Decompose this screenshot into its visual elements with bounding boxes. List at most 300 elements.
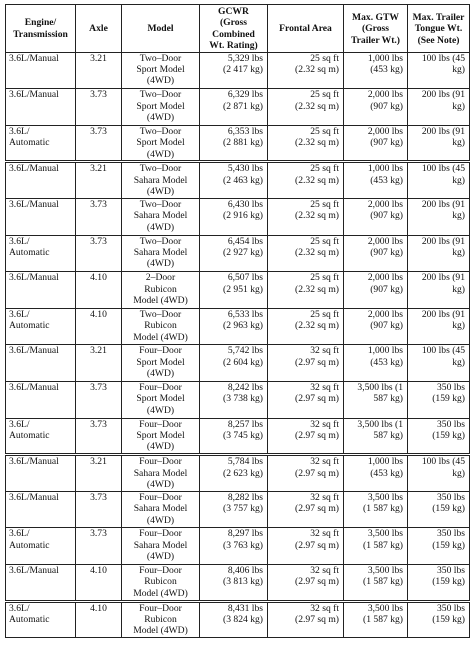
axle-cell [76,89,122,126]
tongue-weight-cell [408,418,470,455]
gcwr-cell-line: 6,533 lbs [227,308,263,320]
model-cell-line: (4WD) [146,478,175,490]
engine-cell [6,199,76,236]
gtw-cell-line: (907 kg) [370,247,403,258]
table-row [6,564,470,601]
tongue-weight-cell [408,52,470,89]
towing-specs-table [5,4,470,638]
engine-cell-line: Automatic [9,320,50,332]
frontal-area-cell [268,235,344,272]
frontal-area-cell-line: (2.32 sq m) [295,247,339,258]
frontal-area-cell-line: 25 sq ft [310,308,339,320]
gcwr-cell [200,89,268,126]
engine-cell [6,564,76,601]
model-cell [122,308,200,345]
tongue-weight-cell-line: 200 lbs (91 kg) [421,125,465,149]
frontal-area-cell [268,345,344,382]
gtw-cell-line: (453 kg) [370,64,403,76]
gcwr-cell-line: 6,430 lbs [227,199,263,210]
table-row [6,528,470,565]
axle-cell [76,308,122,345]
gcwr-cell-line: (3 824 kg) [223,613,263,625]
gcwr-cell-line: 8,431 lbs [227,602,263,614]
frontal-area-cell-line: 32 sq ft [310,491,339,503]
gtw-cell-line: 2,000 lbs [367,272,403,284]
frontal-area-cell [268,601,344,638]
gtw-cell-line: 2,000 lbs [367,89,403,101]
engine-cell [6,345,76,382]
model-cell-line: Two–Door [139,199,182,210]
frontal-area-cell [268,125,344,162]
gcwr-cell [200,52,268,89]
gtw-cell [344,455,408,492]
model-cell [122,162,200,199]
gtw-cell [344,52,408,89]
tongue-weight-cell-line: 350 lbs [437,381,465,393]
gcwr-cell [200,199,268,236]
gcwr-cell-line: (2 951 kg) [223,283,263,295]
engine-cell [6,89,76,126]
engine-cell [6,455,76,492]
frontal-area-cell-line: (2.32 sq m) [295,174,339,186]
gcwr-cell [200,381,268,418]
gcwr-cell-line: 8,282 lbs [227,491,263,503]
axle-cell [76,345,122,382]
gcwr-cell-line: (3 813 kg) [223,576,263,588]
gcwr-cell-line: 5,784 lbs [227,456,263,468]
model-cell-line: (4WD) [146,112,175,124]
model-cell-line: Four–Door [139,528,182,540]
gtw-cell [344,491,408,528]
header-gcwr: GCWR (Gross Combined Wt. Rating) [200,5,268,53]
model-cell [122,125,200,162]
axle-cell [76,272,122,309]
frontal-area-cell-line: (2.97 sq m) [295,393,339,405]
model-cell-line: Four–Door [139,456,182,468]
model-cell [122,89,200,126]
model-cell-line: Four–Door [139,381,182,393]
model-cell [122,235,200,272]
gcwr-cell [200,528,268,565]
tongue-weight-cell-line: (159 kg) [432,539,465,551]
engine-cell [6,272,76,309]
gtw-cell [344,308,408,345]
gtw-cell-line: 2,000 lbs [367,235,403,247]
frontal-area-cell [268,89,344,126]
table-row [6,308,470,345]
tongue-weight-cell [408,381,470,418]
table-row [6,125,470,162]
tongue-weight-cell [408,564,470,601]
model-cell-line: (4WD) [146,148,175,160]
model-cell-line: Rubicon [144,320,177,332]
engine-cell-line: 3.6L/ [9,308,30,320]
frontal-area-cell-line: 32 sq ft [310,602,339,614]
model-cell-line: Sport Model [136,393,185,405]
tongue-weight-cell-line: 350 lbs [437,602,465,614]
engine-cell [6,308,76,345]
engine-cell-line: 3.6L/ [9,602,30,614]
frontal-area-cell-line: 25 sq ft [310,235,339,247]
model-cell-line: Four–Door [139,418,182,430]
gtw-cell [344,272,408,309]
engine-cell-line: 3.6L/Manual [9,456,59,468]
gtw-cell-line: (453 kg) [370,356,403,368]
gcwr-cell [200,235,268,272]
model-cell-line: Sahara Model [133,467,188,479]
axle-cell-value: 4.10 [90,308,107,320]
engine-cell [6,235,76,272]
engine-cell [6,528,76,565]
model-cell [122,601,200,638]
tongue-weight-cell-line: 200 lbs (91 kg) [421,272,465,295]
towing-table-container [5,4,469,638]
engine-cell [6,52,76,89]
engine-cell-line: 3.6L/Manual [9,272,59,284]
engine-cell-line: Automatic [9,247,50,258]
gcwr-cell-line: 8,257 lbs [227,418,263,430]
axle-cell-value: 3.73 [90,418,107,430]
gtw-cell-line: 1,000 lbs [367,456,403,468]
gtw-cell-line: 1,000 lbs [367,345,403,357]
model-cell-line: Two–Door [139,308,182,320]
gcwr-cell-line: 6,353 lbs [227,125,263,137]
gtw-cell [344,345,408,382]
frontal-area-cell [268,308,344,345]
engine-cell-line: Automatic [9,539,50,551]
model-cell-line: (4WD) [146,368,175,380]
gtw-cell-line: 587 kg) [373,393,403,405]
tongue-weight-cell [408,455,470,492]
gcwr-cell-line: 5,430 lbs [227,163,263,175]
frontal-area-cell [268,162,344,199]
engine-cell-line: Automatic [9,137,50,149]
axle-cell [76,455,122,492]
gcwr-cell [200,564,268,601]
axle-cell [76,491,122,528]
engine-cell-line: 3.6L/ [9,528,30,540]
model-cell [122,491,200,528]
model-cell-line: Sport Model [136,429,185,441]
engine-cell [6,491,76,528]
gtw-cell-line: (1 587 kg) [363,503,403,515]
axle-cell-value: 3.73 [90,528,107,540]
model-cell-line: Model (4WD) [133,295,188,306]
table-row [6,418,470,455]
model-cell-line: Model (4WD) [133,625,188,637]
axle-cell-value: 4.10 [90,564,107,576]
frontal-area-cell-line: 32 sq ft [310,528,339,540]
axle-cell [76,601,122,638]
frontal-area-cell-line: 32 sq ft [310,456,339,468]
frontal-area-cell [268,199,344,236]
gcwr-cell-line: (3 738 kg) [223,393,263,405]
model-cell-line: Rubicon [144,576,177,588]
table-row [6,491,470,528]
model-cell [122,345,200,382]
axle-cell [76,564,122,601]
gcwr-cell-line: (2 604 kg) [223,356,263,368]
gtw-cell-line: (907 kg) [370,137,403,149]
gtw-cell-line: 2,000 lbs [367,125,403,137]
gtw-cell-line: (907 kg) [370,100,403,112]
tongue-weight-cell-line: 350 lbs [437,491,465,503]
gcwr-cell-line: (2 881 kg) [223,137,263,149]
frontal-area-cell-line: (2.32 sq m) [295,320,339,332]
gcwr-cell-line: (2 463 kg) [223,174,263,186]
tongue-weight-cell [408,235,470,272]
gtw-cell-line: 3,500 lbs [367,491,403,503]
gtw-cell-line: 2,000 lbs [367,199,403,210]
frontal-area-cell [268,381,344,418]
model-cell-line: (4WD) [146,441,175,453]
gtw-cell-line: 3,500 lbs [367,564,403,576]
tongue-weight-cell-line: 200 lbs (91 kg) [421,89,465,112]
gcwr-cell-line: (2 623 kg) [223,467,263,479]
axle-cell [76,381,122,418]
gtw-cell [344,528,408,565]
axle-cell-value: 4.10 [90,272,107,284]
table-row [6,381,470,418]
gcwr-cell-line: (2 963 kg) [223,320,263,332]
model-cell-line: Sport Model [136,64,185,76]
gtw-cell [344,418,408,455]
gcwr-cell-line: 6,329 lbs [227,89,263,101]
axle-cell-value: 3.73 [90,381,107,393]
gtw-cell [344,199,408,236]
gcwr-cell-line: 5,742 lbs [227,345,263,357]
table-row [6,199,470,236]
engine-cell-line: 3.6L/Manual [9,163,59,175]
engine-cell-line: 3.6L/ [9,125,30,137]
engine-cell [6,162,76,199]
engine-cell-line: 3.6L/Manual [9,491,59,503]
model-cell-line: Two–Door [139,52,182,64]
engine-cell-line: Automatic [9,429,50,441]
table-row [6,601,470,638]
model-cell-line: Four–Door [139,602,182,614]
axle-cell-value: 3.73 [90,199,107,210]
frontal-area-cell-line: (2.97 sq m) [295,576,339,588]
table-row [6,345,470,382]
frontal-area-cell-line: 32 sq ft [310,418,339,430]
frontal-area-cell-line: 32 sq ft [310,564,339,576]
model-cell-line: Model (4WD) [133,331,188,343]
axle-cell [76,162,122,199]
model-cell-line: Model (4WD) [133,587,188,599]
gtw-cell-line: (907 kg) [370,210,403,222]
model-cell-line: 2–Door [145,272,176,284]
model-cell-line: Sahara Model [133,539,188,551]
frontal-area-cell-line: (2.32 sq m) [295,64,339,76]
gtw-cell-line: 1,000 lbs [367,163,403,175]
gcwr-cell-line: (2 871 kg) [223,100,263,112]
model-cell [122,528,200,565]
model-cell-line: Two–Door [139,235,182,247]
gtw-cell-line: 3,500 lbs [367,602,403,614]
frontal-area-cell-line: (2.97 sq m) [295,467,339,479]
axle-cell-value: 3.73 [90,491,107,503]
table-body [6,52,470,638]
frontal-area-cell [268,418,344,455]
tongue-weight-cell-line: 100 lbs (45 kg) [421,163,465,186]
gcwr-cell-line: (3 745 kg) [223,429,263,441]
model-cell-line: (4WD) [146,514,175,526]
model-cell-line: Sport Model [136,356,185,368]
engine-cell-line: 3.6L/ [9,418,30,430]
gcwr-cell [200,345,268,382]
model-cell-line: Two–Door [139,163,182,175]
frontal-area-cell-line: (2.32 sq m) [295,100,339,112]
gcwr-cell-line: 6,454 lbs [227,235,263,247]
model-cell [122,272,200,309]
model-cell-line: Rubicon [144,283,177,295]
frontal-area-cell-line: (2.97 sq m) [295,613,339,625]
tongue-weight-cell [408,125,470,162]
frontal-area-cell-line: (2.32 sq m) [295,283,339,295]
tongue-weight-cell [408,601,470,638]
tongue-weight-cell-line: (159 kg) [432,503,465,515]
tongue-weight-cell-line: 350 lbs [437,564,465,576]
engine-cell [6,125,76,162]
tongue-weight-cell-line: 200 lbs (91 kg) [421,199,465,222]
engine-cell-line: 3.6L/Manual [9,89,59,101]
table-row [6,162,470,199]
gtw-cell-line: 587 kg) [373,429,403,441]
gtw-cell [344,89,408,126]
frontal-area-cell [268,52,344,89]
gtw-cell-line: 2,000 lbs [367,308,403,320]
engine-cell [6,601,76,638]
table-row [6,455,470,492]
tongue-weight-cell-line: 200 lbs (91 kg) [421,308,465,332]
engine-cell-line: 3.6L/Manual [9,564,59,576]
frontal-area-cell-line: (2.32 sq m) [295,210,339,222]
gtw-cell [344,381,408,418]
model-cell-line: (4WD) [146,404,175,416]
tongue-weight-cell-line: 100 lbs (45 kg) [421,52,465,76]
model-cell [122,418,200,455]
axle-cell [76,125,122,162]
axle-cell [76,52,122,89]
header-axle: Axle [76,5,122,53]
model-cell [122,52,200,89]
model-cell-line: (4WD) [146,551,175,563]
gcwr-cell-line: (3 763 kg) [223,539,263,551]
tongue-weight-cell-line: (159 kg) [432,429,465,441]
frontal-area-cell-line: (2.97 sq m) [295,539,339,551]
gtw-cell [344,564,408,601]
header-max-gtw: Max. GTW (Gross Trailer Wt.) [344,5,408,53]
gtw-cell-line: (453 kg) [370,174,403,186]
header-engine: Engine/ Transmission [6,5,76,53]
model-cell-line: Sport Model [136,137,185,149]
axle-cell-value: 3.21 [90,163,107,175]
model-cell [122,455,200,492]
gcwr-cell [200,125,268,162]
model-cell-line: Sahara Model [133,174,188,186]
axle-cell [76,199,122,236]
gcwr-cell-line: (2 916 kg) [223,210,263,222]
axle-cell-value: 3.73 [90,235,107,247]
model-cell-line: (4WD) [146,186,175,198]
tongue-weight-cell-line: 350 lbs [437,528,465,540]
axle-cell-value: 4.10 [90,602,107,614]
frontal-area-cell-line: 25 sq ft [310,52,339,64]
tongue-weight-cell [408,528,470,565]
gtw-cell-line: (453 kg) [370,467,403,479]
frontal-area-cell-line: (2.97 sq m) [295,429,339,441]
gtw-cell-line: (907 kg) [370,320,403,332]
tongue-weight-cell [408,272,470,309]
gtw-cell [344,162,408,199]
axle-cell [76,418,122,455]
frontal-area-cell-line: 25 sq ft [310,272,339,284]
frontal-area-cell [268,272,344,309]
gcwr-cell-line: 8,297 lbs [227,528,263,540]
gcwr-cell-line: 5,329 lbs [227,52,263,64]
gtw-cell-line: (1 587 kg) [363,539,403,551]
gtw-cell-line: (907 kg) [370,283,403,295]
model-cell-line: Sahara Model [133,210,188,222]
tongue-weight-cell-line: 350 lbs [437,418,465,430]
frontal-area-cell-line: 25 sq ft [310,199,339,210]
table-row [6,235,470,272]
model-cell-line: Four–Door [139,564,182,576]
gtw-cell-line: (1 587 kg) [363,576,403,588]
tongue-weight-cell [408,199,470,236]
gcwr-cell [200,162,268,199]
gcwr-cell [200,308,268,345]
axle-cell-value: 3.21 [90,456,107,468]
frontal-area-cell-line: 25 sq ft [310,163,339,175]
axle-cell-value: 3.73 [90,125,107,137]
gtw-cell-line: 1,000 lbs [367,52,403,64]
axle-cell-value: 3.21 [90,345,107,357]
model-cell-line: (4WD) [146,258,175,270]
model-cell-line: (4WD) [146,221,175,233]
axle-cell-value: 3.73 [90,89,107,101]
gcwr-cell-line: (2 417 kg) [223,64,263,76]
table-row [6,89,470,126]
frontal-area-cell [268,528,344,565]
table-row [6,272,470,309]
gcwr-cell-line: 8,242 lbs [227,381,263,393]
gcwr-cell-line: (3 757 kg) [223,503,263,515]
gcwr-cell-line: 6,507 lbs [227,272,263,284]
axle-cell [76,235,122,272]
header-row [6,5,470,53]
engine-cell-line: Automatic [9,613,50,625]
model-cell [122,381,200,418]
model-cell-line: Sahara Model [133,247,188,258]
model-cell-line: Four–Door [139,345,182,357]
frontal-area-cell-line: (2.97 sq m) [295,503,339,515]
table-row [6,52,470,89]
engine-cell-line: 3.6L/ [9,235,30,247]
model-cell-line: Four–Door [139,491,182,503]
tongue-weight-cell [408,491,470,528]
header-tongue-weight: Max. Trailer Tongue Wt. (See Note) [408,5,470,53]
tongue-weight-cell-line: (159 kg) [432,393,465,405]
gtw-cell-line: 3,500 lbs [367,528,403,540]
gcwr-cell [200,272,268,309]
gcwr-cell [200,601,268,638]
tongue-weight-cell [408,89,470,126]
gcwr-cell-line: (2 927 kg) [223,247,263,258]
frontal-area-cell-line: 25 sq ft [310,125,339,137]
gtw-cell-line: 3,500 lbs (1 [357,418,403,430]
